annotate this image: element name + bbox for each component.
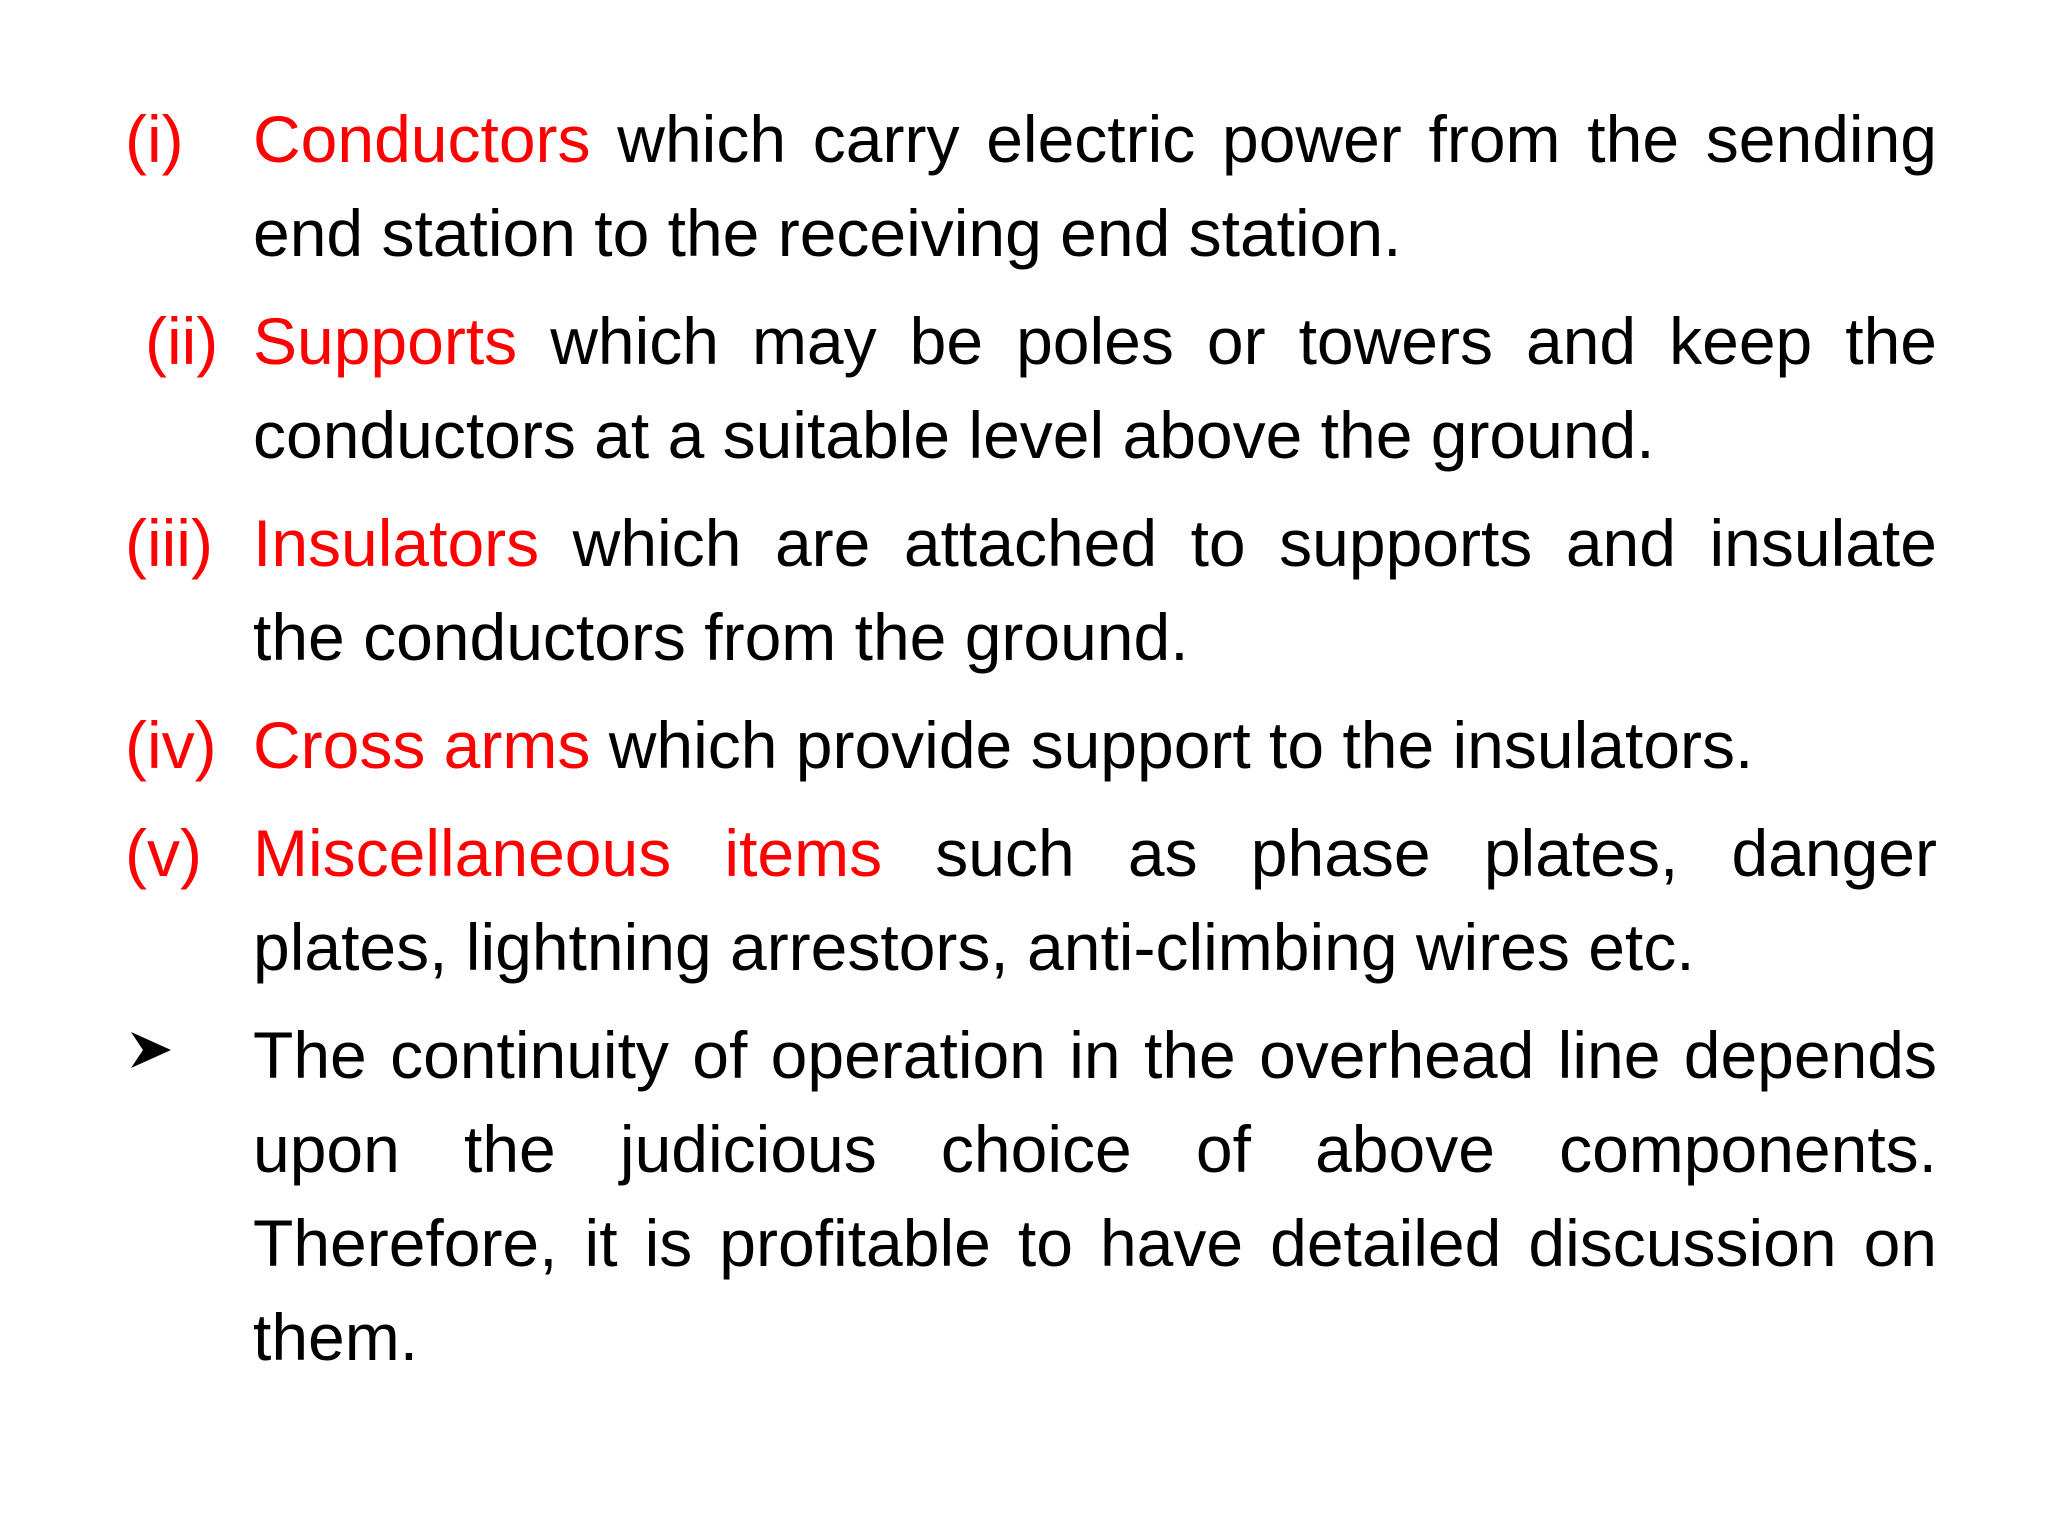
item-description: such as phase plates, danger plates, lightning arrestors, anti-climbing wires etc. [253, 816, 1937, 984]
list-marker: (i) [125, 102, 184, 176]
term-insulators: Insulators [253, 506, 540, 580]
list-marker: (iv) [125, 708, 217, 782]
summary-bullet [125, 1008, 1937, 1384]
list-item-conductors [125, 92, 1937, 280]
term-supports: Supports [253, 304, 518, 378]
item-description: which may be poles or towers and keep the conductors at a suitable level above the ground. [253, 304, 1938, 472]
arrowhead-bullet-icon [129, 1030, 173, 1070]
component-list [125, 92, 1937, 1384]
list-marker: (ii) [145, 304, 219, 378]
list-marker: (v) [125, 816, 202, 890]
term-cross-arms: Cross arms [253, 708, 591, 782]
term-miscellaneous-items: Miscellaneous items [253, 816, 883, 890]
list-item-insulators [125, 496, 1937, 684]
list-marker: (iii) [125, 506, 213, 580]
item-description: which carry electric power from the sending end station to the receiving end station. [253, 102, 1937, 270]
list-item-miscellaneous [125, 806, 1937, 994]
list-item-cross-arms [125, 698, 1937, 792]
list-item-supports [125, 294, 1937, 482]
item-description: which are attached to supports and insulate the conductors from the ground. [253, 506, 1937, 674]
term-conductors: Conductors [253, 102, 591, 176]
item-description: which provide support to the insulators. [608, 708, 1754, 782]
summary-text: The continuity of operation in the overhead line depends upon the judicious choice of above components. Therefore, it is profitable to have detailed discussion on them. [253, 1018, 1937, 1374]
